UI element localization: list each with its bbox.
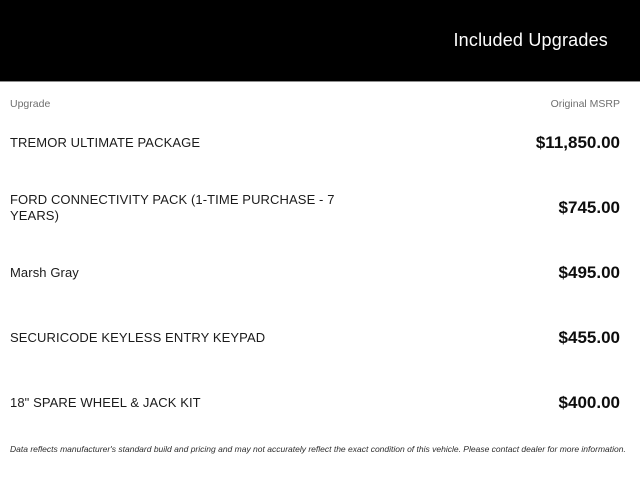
upgrades-table — [0, 82, 640, 435]
disclaimer-text: Data reflects manufacturer's standard build and pricing and may not accurately reflect the exact condition of this vehicle. Please contact dealer for more information. — [10, 444, 626, 454]
table-header-row — [10, 82, 620, 110]
upgrade-price: $11,850.00 — [535, 132, 620, 152]
upgrade-name: FORD CONNECTIVITY PACK (1-TIME PURCHASE - 7 YEARS) — [10, 191, 335, 223]
table-row — [10, 305, 620, 370]
upgrade-price: $745.00 — [558, 197, 620, 217]
page-title: Included Upgrades — [453, 30, 608, 50]
banner — [0, 0, 640, 82]
column-header-upgrade: Upgrade — [10, 97, 51, 110]
upgrade-name: TREMOR ULTIMATE PACKAGE — [10, 134, 201, 150]
table-row — [10, 175, 620, 240]
table-row — [10, 370, 620, 435]
table-row — [10, 110, 620, 175]
upgrade-name: Marsh Gray — [10, 264, 79, 280]
footer — [0, 444, 640, 455]
upgrade-price: $455.00 — [558, 327, 620, 347]
upgrade-name: 18" SPARE WHEEL & JACK KIT — [10, 394, 201, 410]
column-header-original-msrp: Original MSRP — [550, 97, 620, 110]
upgrade-price: $400.00 — [558, 392, 620, 412]
upgrade-price: $495.00 — [558, 262, 620, 282]
upgrade-name: SECURICODE KEYLESS ENTRY KEYPAD — [10, 329, 266, 345]
table-row — [10, 240, 620, 305]
